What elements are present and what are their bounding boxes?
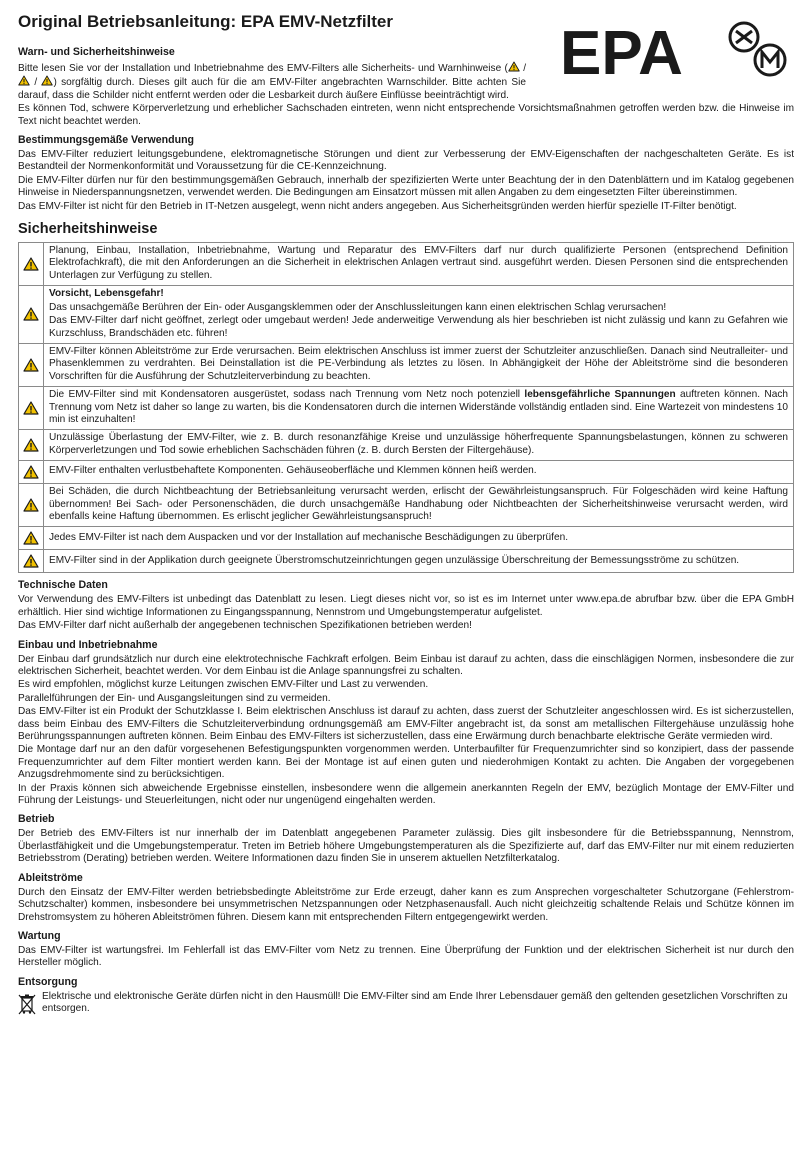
usage-paragraph-1: Das EMV-Filter reduziert leitungsgebundene, elektromagnetische Störungen und dient zur Verbesserung der EMV-Eigenschaften der nachgeschalteten Geräte. Es ist Bestandteil der Normenkonformität und Voraussetzung für die CE-Kennzeichnung. (18, 149, 794, 173)
install-paragraph-2: Es wird empfohlen, möglichst kurze Leitungen zwischen EMV-Filter und Last zu verwenden. (18, 679, 429, 691)
section-heading-usage: Bestimmungsgemäße Verwendung (18, 134, 195, 147)
safety-text: Das unsachgemäße Berühren der Ein- oder Ausgangsklemmen oder der Anschlussleitungen kann einen elektrischen Schlag verursachen! (49, 301, 667, 313)
warning-triangle-icon (18, 75, 30, 86)
safety-row (19, 387, 794, 430)
safety-row (19, 461, 794, 484)
section-heading-operation: Betrieb (18, 813, 55, 826)
section-heading-leakage: Ableitströme (18, 871, 83, 884)
safety-row (19, 243, 794, 286)
safety-icon-cell (19, 243, 44, 286)
safety-text-cell (44, 243, 794, 286)
usage-paragraph-2: Die EMV-Filter dürfen nur für den bestimmungsgemäßen Gebrauch, innerhalb der spezifizierten Werte unter Beachtung der in den Datenblättern und im Katalog gegebenen Hinweise in Niederspannungsnetzen, verwendet werden. Die Bedingungen am Einsatzort müssen mit allen Angaben zu dem eingesetzten Filter übereinstimmen. (18, 174, 794, 199)
safety-text: EMV-Filter sind in der Applikation durch geeignete Überstromschutzeinrichtungen gegen unzulässige Überschreitung der Bemessungsströme zu schützen. (49, 554, 740, 566)
safety-icon-cell (19, 527, 44, 550)
warnings-separator: / (519, 63, 526, 74)
safety-text-cell (44, 430, 794, 461)
danger-heading: Vorsicht, Lebensgefahr! (49, 288, 164, 300)
safety-text: Jedes EMV-Filter ist nach dem Auspacken und vor der Installation auf mechanische Beschädigungen zu überprüfen. (49, 531, 569, 543)
dangerous-voltage-emphasis: lebensgefährliche Spannungen (524, 389, 676, 401)
install-paragraph-5: Die Montage darf nur an den dafür vorgesehenen Befestigungspunkten vorgenommen werden. Unterbaufilter für Frequenzumrichter sind so konzipiert, dass der passende Frequenzumrichter auf dem Filter montiert werden kann. Bei der Montage ist auf einen guten und niederohmigen Kontakt zu achten. Die Angaben der vorgegebenen Anzugsdrehmomente sind zu berücksichtigen. (18, 744, 794, 781)
safety-row (19, 484, 794, 527)
warning-triangle-icon (23, 307, 39, 321)
section-heading-maintenance: Wartung (18, 929, 61, 942)
warning-triangle-icon (23, 531, 39, 545)
warning-triangle-icon (23, 554, 39, 568)
maintenance-paragraph: Das EMV-Filter ist wartungsfrei. Im Fehlerfall ist das EMV-Filter vom Netz zu trennen. Eine Überprüfung der Funktion und der elektrischen Sicherheit ist nur durch den Hersteller möglich. (18, 944, 794, 969)
install-paragraph-6: In der Praxis können sich abweichende Ergebnisse einstellen, insbesondere wenn die allgemein anerkannten Regeln der EMV, bezüglich Montage der EMV-Filter und Führung der Leistungs- und Steuerleitungen, nicht oder nur ungenügend eingehalten werden. (18, 782, 794, 807)
crossed-bin-icon (18, 993, 36, 1015)
safety-icon-cell (19, 550, 44, 573)
safety-icon-cell (19, 387, 44, 430)
safety-row (19, 343, 794, 386)
safety-icon-cell (19, 461, 44, 484)
warnings-paragraph-2: Es können Tod, schwere Körperverletzung und erheblicher Sachschaden eintreten, wenn nicht entsprechende Vorsichtsmaßnahmen getroffen werden bzw. die Hinweise im Text nicht beachtet werden. (18, 103, 794, 127)
leakage-paragraph: Durch den Einsatz der EMV-Filter werden betriebsbedingte Ableitströme zur Erde erzeugt, daher kann es zum Ansprechen vorgeschalteter Schutzorgane (Fehlerstrom-Schutzschalter) kommen, insbesondere bei unsymmetrischen Netzspannungen oder Netzphasenausfall. Auch nicht gleichzeitig schaltende Relais und Schütze können im Drehstromsystem zu höheren Ableitströmen führen. Diesem kann mit entsprechenden Filtern entgegengewirkt werden. (18, 886, 794, 923)
safety-text-cell (44, 461, 794, 484)
safety-text-part: Die EMV-Filter sind mit Kondensatoren ausgerüstet, sodass nach Trennung vom Netz noch potenziell (49, 389, 525, 401)
safety-text-part: auftreten können. Nach Trennung vom Netz ist daher so lange zu warten, bis die Kondensatoren durch die internen Widerstände vollständig entladen sind. Eine Wartezeit von mindestens 10 min ist einzuhalten! (49, 389, 788, 425)
warning-triangle-icon (23, 358, 39, 372)
safety-row (19, 527, 794, 550)
safety-text: Unzulässige Überlastung der EMV-Filter, wie z. B. durch resonanzfähige Kreise und unzulässige höherfrequente Spannungsbelastungen, können zu schweren Körperverletzungen und Tod sowie erheblichen Sachschäden führen (z. B. durch Bersten der Filtergehäuse). (49, 432, 788, 456)
warnings-paragraph (18, 61, 526, 102)
warning-triangle-icon (23, 438, 39, 452)
safety-row (19, 550, 794, 573)
tech-paragraph-1: Vor Verwendung des EMV-Filters ist unbedingt das Datenblatt zu lesen. Liegt dieses nicht vor, so ist es im Internet unter www.epa.de abrufbar bzw. über die EPA GmbH erhältlich. Hier sind wichtige Informationen zu Eingangsspannung, Nennstrom und Umgebungstemperatur aufgelistet. (18, 594, 794, 618)
warnings-text-b: ) sorgfältig durch. Dieses gilt auch für die am EMV-Filter angebrachten Warnschilder. Bitte achten Sie darauf, dass die Schilder nicht entfernt werden oder die Lesbarkeit durch äußere Einflüsse beeinträchtigt wird. (18, 77, 526, 101)
safety-icon-cell (19, 343, 44, 386)
warning-triangle-icon (23, 401, 39, 415)
safety-text: EMV-Filter können Ableitströme zur Erde verursachen. Beim elektrischen Anschluss ist immer zuerst der Schutzleiter anzuschließen. Danach sind Neutralleiter- und Phasenklemmen zu verdrahten. Bei Deinstallation ist die PE-Verbindung als letztes zu lösen. In Abhängigkeit der Höhe der Ableitströme sind die besonderen Vorschriften für die Ausführung der Schutzleiterverbindung zu beachten. (49, 345, 788, 382)
usage-paragraph-3: Das EMV-Filter ist nicht für den Betrieb in IT-Netzen ausgelegt, wenn nicht anders angegeben. Aus Sicherheitsgründen werden hierfür spezielle IT-Filter benötigt. (18, 200, 737, 212)
warning-triangle-icon (508, 61, 520, 72)
safety-icon-cell (19, 484, 44, 527)
warning-triangle-icon (23, 498, 39, 512)
safety-text: EMV-Filter enthalten verlustbehaftete Komponenten. Gehäuseoberfläche und Klemmen können heiß werden. (49, 465, 537, 477)
safety-text: Bei Schäden, die durch Nichtbeachtung der Betriebsanleitung verursacht werden, erlischt der Gewährleistungsanspruch. Für Folgeschäden wird keine Haftung übernommen! Bei Sach- oder Personenschäden, die durch unsachgemäße Handhabung oder Nichtbeachten der Sicherheitshinweise verursacht werden, wird ebenfalls keine Haftung übernommen. Es erlischt jeglicher Gewährleistungsanspruch! (49, 486, 788, 522)
safety-row (19, 430, 794, 461)
operation-paragraph: Der Betrieb des EMV-Filters ist nur innerhalb der im Datenblatt angegebenen Parameter zulässig. Dies gilt insbesondere für die Betriebsspannung, Nennstrom, Überlastfähigkeit und die Umgebungstemperatur. Treten im Betrieb höhere Umgebungstemperaturen als die Spezifizierte auf, darf das EMV-Filter nur mit einem reduzierten Betriebsstrom (Derating) betrieben werden. Weitere Informationen dazu finden Sie in unserem aktuellen Netzfilterkatalog. (18, 828, 794, 865)
disposal-block (18, 991, 794, 1016)
ex-m-certification-icon (730, 23, 785, 75)
warnings-separator: / (30, 77, 42, 89)
install-paragraph-3: Parallelführungen der Ein- und Ausgangsleitungen sind zu vermeiden. (18, 692, 331, 704)
section-heading-warnings: Warn- und Sicherheitshinweise (18, 46, 175, 58)
section-heading-disposal: Entsorgung (18, 975, 78, 988)
safety-table (18, 242, 794, 573)
safety-text: Das EMV-Filter darf nicht geöffnet, zerlegt oder umgebaut werden! Jede anderweitige Verwendung als hier beschrieben ist nicht zulässig und kann zu Gefahren wie Kurzschluss, Brandschäden etc. führen! (49, 315, 788, 339)
install-paragraph-4: Das EMV-Filter ist ein Produkt der Schutzklasse I. Beim elektrischen Anschluss ist darauf zu achten, dass zuerst der Schutzleiter angeschlossen wird. Es ist sicherzustellen, dass beim Einbau des EMV-Filters die Schutzleiterverbindung ordnungsgemäß am EMV-Filter angebracht ist, da sonst am metallischen Filtergehäuse unzulässig hohe Berührungsspannungen auftreten können. Beim Einbau des EMV-Filters ist sicherzustellen, dass eine Erwärmung durch benachbarte elektrische Geräte vermieden wird. (18, 706, 794, 743)
section-heading-tech: Technische Daten (18, 579, 108, 592)
safety-text-cell (44, 286, 794, 344)
warning-triangle-icon (23, 465, 39, 479)
safety-row (19, 286, 794, 344)
epa-logo (558, 20, 798, 82)
safety-icon-cell (19, 430, 44, 461)
warnings-text-a: Bitte lesen Sie vor der Installation und Inbetriebnahme des EMV-Filters alle Sicherheits- und Warnhinweise ( (18, 63, 508, 74)
warning-triangle-icon (41, 75, 53, 86)
safety-icon-cell (19, 286, 44, 344)
safety-text-cell (44, 484, 794, 527)
section-heading-safety: Sicherheitshinweise (18, 221, 158, 238)
tech-paragraph-2: Das EMV-Filter darf nicht außerhalb der angegebenen technischen Spezifikationen betrieben werden! (18, 620, 472, 632)
safety-text (49, 389, 788, 426)
disposal-paragraph: Elektrische und elektronische Geräte dürfen nicht in den Hausmüll! Die EMV-Filter sind am Ende Ihrer Lebensdauer gemäß den geltenden gesetzlichen Vorschriften zu entsorgen. (42, 990, 788, 1015)
install-paragraph-1: Der Einbau darf grundsätzlich nur durch eine elektrotechnische Fachkraft erfolgen. Beim Einbau ist darauf zu achten, dass die einschlägigen Normen, insbesondere die zur elektrischen Sicherheit, beachtet werden. Vor dem Einbau ist die Anlage spannungsfrei zu schalten. (18, 653, 794, 677)
safety-text-cell (44, 550, 794, 573)
safety-text: Planung, Einbau, Installation, Inbetriebnahme, Wartung und Reparatur des EMV-Filters darf nur durch qualifizierte Personen (entsprechend Definition Elektrofachkraft), die mit den Anforderungen an die Sicherheit in elektrischen Anlagen vertraut sind. ausgeführt werden. Diesen Personen sind die entsprechenden Unterlagen zur Verfügung zu stellen. (49, 245, 788, 281)
safety-text-cell (44, 343, 794, 386)
safety-text-cell (44, 387, 794, 430)
warning-triangle-icon (23, 257, 39, 271)
document-title: Original Betriebsanleitung: EPA EMV-Netzfilter (18, 12, 393, 31)
safety-text-cell (44, 527, 794, 550)
section-heading-install: Einbau und Inbetriebnahme (18, 638, 158, 651)
logo-text: EPA (560, 20, 683, 82)
